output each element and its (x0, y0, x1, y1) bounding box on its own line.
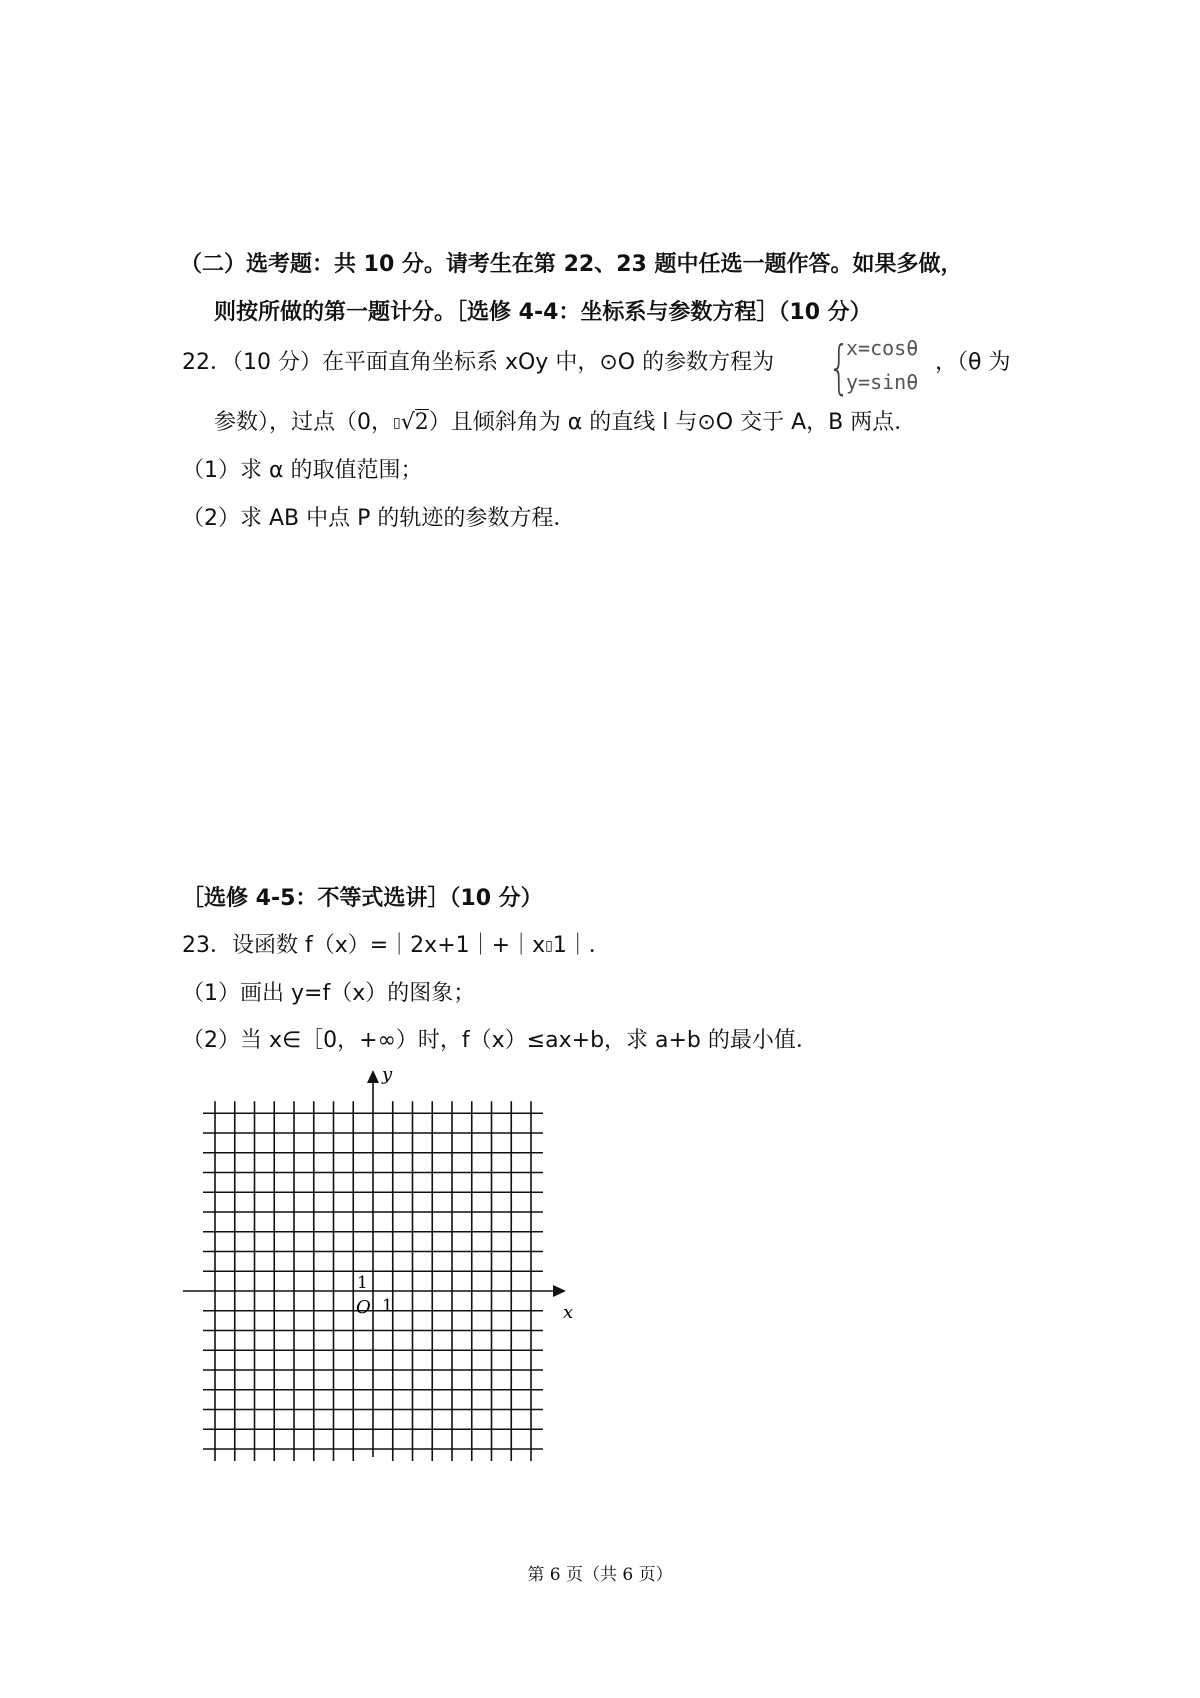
sqrt-arg: 2 (414, 410, 429, 435)
origin-label: O (356, 1297, 371, 1318)
y-axis-arrow-icon (367, 1070, 379, 1083)
q22-part1: （1）求 α 的取值范围； (182, 458, 423, 483)
q23-stem-a: 23．设函数 f（x）=｜2x+1｜+｜x (182, 933, 546, 958)
page-footer: 第 6 页（共 6 页） (527, 1565, 673, 1585)
q23-stem-b: 1｜． (552, 933, 611, 958)
param-eq-x: x=cosθ (846, 336, 919, 360)
q22-line2-b: ）且倾斜角为 α 的直线 l 与⊙O 交于 A，B 两点． (428, 410, 917, 435)
equation-brace: { (828, 333, 851, 401)
unknown-glyph-icon: ▯ (545, 938, 553, 954)
q22-lead: 22．（10 分）在平面直角坐标系 xOy 中，⊙O 的参数方程为 (182, 350, 775, 375)
x-unit-label: 1 (382, 1296, 393, 1316)
q22-tail: ，（θ 为 (935, 350, 1011, 375)
q22-line2-a: 参数），过点（0， (214, 410, 393, 435)
unknown-glyph-icon: ▯ (393, 415, 401, 431)
q22-part2: （2）求 AB 中点 P 的轨迹的参数方程． (182, 506, 576, 531)
x-axis-label: x (563, 1302, 574, 1323)
y-unit-label: 1 (357, 1273, 368, 1293)
q23-header: ［选修 4-5：不等式选讲］（10 分） (182, 886, 543, 911)
q23-part1: （1）画出 y=f（x）的图象； (182, 981, 476, 1006)
q23-part2: （2）当 x∈［0，+∞）时，f（x）≤ax+b，求 a+b 的最小值． (182, 1028, 818, 1053)
section-instructions-line1: （二）选考题：共 10 分。请考生在第 22、23 题中任选一题作答。如果多做， (180, 252, 963, 277)
param-eq-y: y=sinθ (846, 370, 919, 394)
x-axis-arrow-icon (553, 1285, 566, 1297)
section-instructions-line2: 则按所做的第一题计分。［选修 4-4：坐标系与参数方程］（10 分） (214, 300, 872, 325)
y-axis-label: y (382, 1064, 393, 1085)
sqrt-expression: √2 (400, 410, 429, 435)
